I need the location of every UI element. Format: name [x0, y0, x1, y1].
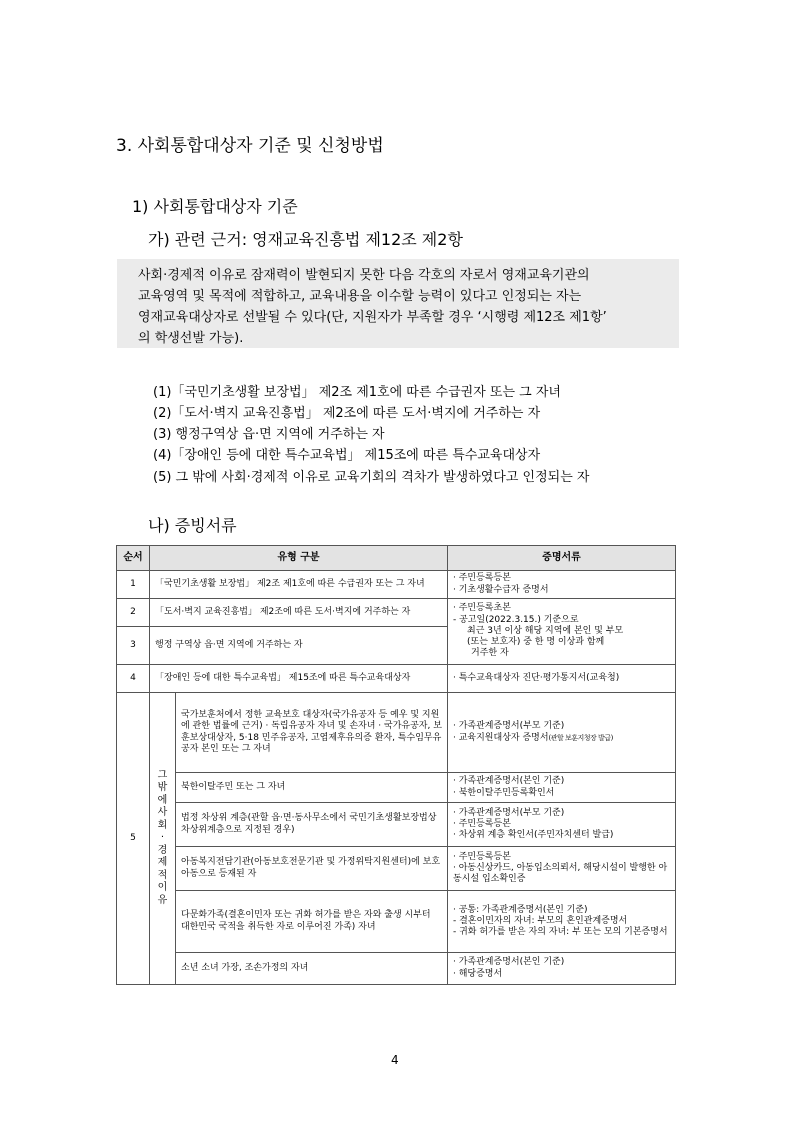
documents-table — [116, 545, 676, 985]
row-number: 3 — [117, 627, 150, 665]
doc-item: · 주민등록등본 — [453, 818, 511, 829]
row-docs — [448, 693, 676, 773]
doc-note: (관할 보훈지청장 발급) — [548, 733, 613, 742]
row-docs — [448, 599, 676, 665]
category-char: 밖 — [157, 782, 168, 794]
row-type: 소년 소녀 가장, 조손가정의 자녀 — [176, 953, 448, 985]
row-type: 「장애인 등에 대한 특수교육법」 제15조에 따른 특수교육대상자 — [150, 665, 448, 693]
category-char: 그 — [157, 769, 168, 781]
row-docs — [448, 891, 676, 953]
table-row — [117, 571, 676, 599]
doc-item: - 공고일(2022.3.15.) 기준으로 — [453, 614, 579, 625]
row-number: 4 — [117, 665, 150, 693]
row-type: 아동복지전담기관(아동보호전문기관 및 가정위탁지원센터)에 보호 아동으로 등재된 자 — [176, 847, 448, 891]
category-char: 유 — [157, 894, 168, 906]
doc-item: · 가족관계증명서(부모 기준) — [453, 807, 565, 818]
doc-item: · 아동신상카드, 아동입소의뢰서, 해당시설이 발행한 아동시설 입소확인증 — [453, 862, 668, 885]
doc-item: · 공통: 가족관계증명서(본인 기준) — [453, 904, 588, 915]
criteria-item: (1)「국민기초생활 보장법」 제2조 제1호에 따른 수급권자 또는 그 자녀 — [153, 385, 561, 400]
row-number: 1 — [117, 571, 150, 599]
doc-item: - 결혼이민자의 자녀: 부모의 혼인관계증명서 — [453, 915, 628, 926]
row-docs — [448, 803, 676, 847]
table-row — [117, 665, 676, 693]
row-docs — [448, 571, 676, 599]
table-row — [117, 803, 676, 847]
criteria-item: (4)「장애인 등에 대한 특수교육법」 제15조에 따른 특수교육대상자 — [153, 448, 541, 463]
section-title: 3. 사회통합대상자 기준 및 신청방법 — [116, 136, 384, 156]
doc-item: · 북한이탈주민등록확인서 — [453, 787, 555, 798]
law-quote-box — [117, 259, 679, 348]
subsection-title: 1) 사회통합대상자 기준 — [132, 197, 298, 216]
doc-item: · 특수교육대상자 진단·평가통지서(교육청) — [453, 672, 620, 683]
row-docs — [448, 953, 676, 985]
doc-text: · 교육지원대상자 증명서 — [453, 732, 549, 743]
header-type: 유형 구분 — [150, 546, 448, 571]
doc-item: · 주민등록등본 — [453, 851, 511, 862]
row-type: 행정 구역상 읍·면 지역에 거주하는 자 — [150, 627, 448, 665]
header-no: 순서 — [117, 546, 150, 571]
page-number: 4 — [391, 1053, 399, 1067]
doc-item: · 가족관계증명서(본인 기준) — [453, 776, 565, 787]
row-type: 북한이탈주민 또는 그 자녀 — [176, 773, 448, 803]
row-type: 「국민기초생활 보장법」 제2조 제1호에 따른 수급권자 또는 그 자녀 — [150, 571, 448, 599]
category-char: 회 — [157, 819, 168, 831]
row-type: 법정 차상위 계층(관할 읍·면·동사무소에서 국민기초생활보장법상 차상위계층으로 지정된 경우) — [176, 803, 448, 847]
table-row — [117, 847, 676, 891]
category-char: 사 — [157, 807, 168, 819]
legal-basis-heading: 가) 관련 근거: 영재교육진흥법 제12조 제2항 — [148, 230, 463, 249]
row-type: 「도서·벽지 교육진흥법」 제2조에 따른 도서·벽지에 거주하는 자 — [150, 599, 448, 627]
documents-heading: 나) 증빙서류 — [148, 516, 237, 535]
category-char: 에 — [157, 794, 168, 806]
quote-line: 영재교육대상자로 선발될 수 있다(단, 지원자가 부족할 경우 ‘시행령 제12조 제1항’ — [138, 310, 607, 325]
category-char: 제 — [157, 857, 168, 869]
row-docs — [448, 847, 676, 891]
quote-line: 교육영역 및 목적에 적합하고, 교육내용을 이수할 능력이 있다고 인정되는 자는 — [138, 289, 582, 304]
table-row — [117, 773, 676, 803]
doc-item: - 귀화 허가를 받은 자의 자녀: 부 또는 모의 기본증명서 — [453, 927, 668, 938]
doc-item: · 차상위 계층 확인서(주민자치센터 발급) — [453, 830, 614, 841]
table-row — [117, 693, 676, 773]
category-char: · — [160, 832, 165, 844]
doc-item: · 기초생활수급자 증명서 — [453, 584, 549, 595]
quote-line: 사회·경제적 이유로 잠재력이 발현되지 못한 다음 각호의 자로서 영재교육기관의 — [138, 268, 590, 283]
row-category — [150, 693, 176, 985]
table-header-row — [117, 546, 676, 571]
row-number: 2 — [117, 599, 150, 627]
doc-item: · 가족관계증명서(본인 기준) — [453, 957, 565, 968]
doc-item: · 주민등록등본 — [453, 573, 511, 584]
row-number: 5 — [117, 693, 150, 985]
table-row — [117, 953, 676, 985]
criteria-item: (2)「도서·벽지 교육진흥법」 제2조에 따른 도서·벽지에 거주하는 자 — [153, 406, 541, 421]
row-type: 다문화가족(결혼이민자 또는 귀화 허가를 받은 자와 출생 시부터 대한민국 국적을 취득한 자로 이루어진 가족) 자녀 — [176, 891, 448, 953]
category-char: 적 — [157, 869, 168, 881]
category-char: 이 — [157, 882, 168, 894]
row-docs — [448, 773, 676, 803]
doc-item: 거주한 자 — [471, 648, 509, 659]
doc-item — [453, 733, 670, 744]
quote-line: 의 학생선발 가능). — [138, 331, 244, 346]
doc-item: · 해당증명서 — [453, 968, 503, 979]
doc-item: 최근 3년 이상 해당 지역에 본인 및 부모 — [467, 625, 624, 636]
row-type: 국가보훈처에서 정한 교육보호 대상자(국가유공자 등 예우 및 지원에 관한 법률에 근거) · 독립유공자 자녀 및 손자녀 · 국가유공자, 보훈보상대상자, 5·18 민주유공자, 고엽제후유의증 환자, 특수임무유공자 본인 또는 그 자녀 — [176, 693, 448, 773]
header-docs: 증명서류 — [448, 546, 676, 571]
criteria-item: (3) 행정구역상 읍·면 지역에 거주하는 자 — [153, 427, 385, 442]
doc-item: · 주민등록초본 — [453, 603, 511, 614]
table-row — [117, 599, 676, 627]
row-docs — [448, 665, 676, 693]
table-row — [117, 891, 676, 953]
doc-item: · 가족관계증명서(부모 기준) — [453, 721, 565, 732]
category-char: 경 — [157, 844, 168, 856]
doc-item: (또는 보호자) 중 한 명 이상과 함께 — [467, 637, 605, 648]
criteria-item: (5) 그 밖에 사회·경제적 이유로 교육기회의 격차가 발생하였다고 인정되는 자 — [153, 470, 590, 485]
